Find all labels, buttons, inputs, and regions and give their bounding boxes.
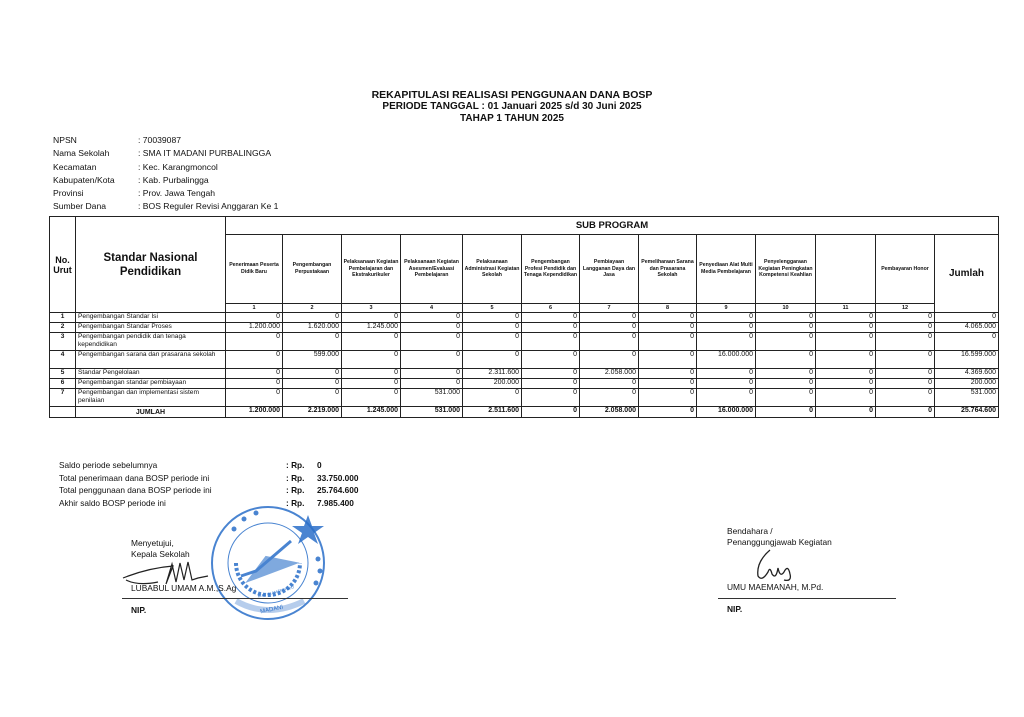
column-number: 6 (522, 304, 580, 313)
table-row (50, 333, 999, 351)
total-cell-value: 16.000.000 (697, 407, 756, 418)
cell-value: 0 (226, 389, 283, 407)
report-title: REKAPITULASI REALISASI PENGGUNAAN DANA BOSP (371, 89, 653, 101)
summary-row (59, 472, 359, 485)
cell-value: 0 (756, 379, 816, 389)
cell-value: 0 (876, 379, 935, 389)
cell-value: 0 (756, 323, 816, 333)
cell-value: 0 (756, 369, 816, 379)
school-info (53, 134, 278, 214)
column-header-8: Pemeliharaan Sarana dan Prasarana Sekolah (639, 235, 697, 304)
column-number: 7 (580, 304, 639, 313)
cell-value: 0 (639, 333, 697, 351)
cell-value: 0 (226, 313, 283, 323)
cell-value: 1.620.000 (283, 323, 342, 333)
total-cell-value: 0 (639, 407, 697, 418)
cell-value: 1.245.000 (342, 323, 401, 333)
principal-nip: NIP. (131, 605, 147, 615)
info-value: : Kab. Purbalingga (138, 174, 209, 185)
row-total: 0 (935, 333, 999, 351)
cell-value: 0 (639, 389, 697, 407)
summary-row (59, 484, 359, 497)
cell-value: 0 (697, 369, 756, 379)
info-row-regency (53, 174, 278, 187)
row-number: 4 (50, 351, 76, 369)
summary-amount: 25.764.600 (317, 485, 359, 496)
cell-value: 0 (697, 323, 756, 333)
total-cell-value: 2.511.600 (463, 407, 522, 418)
cell-value: 0 (342, 379, 401, 389)
row-total: 531.000 (935, 389, 999, 407)
treasurer-name: UMU MAEMANAH, M.Pd. (727, 582, 824, 592)
stamp-inner-text: ATAS ISLAM TERPADU (257, 585, 295, 599)
cell-value: 0 (580, 333, 639, 351)
info-value: : 70039087 (138, 135, 182, 145)
total-column-header: Jumlah (935, 235, 999, 313)
total-cell-value: 1.200.000 (226, 407, 283, 418)
treasurer-nip: NIP. (727, 604, 743, 614)
info-value: : Prov. Jawa Tengah (138, 188, 216, 199)
row-number: 1 (50, 313, 76, 323)
info-label: Sumber Dana (53, 201, 107, 212)
cell-value: 0 (463, 351, 522, 369)
info-label: Nama Sekolah (53, 148, 110, 159)
cell-value: 0 (342, 313, 401, 323)
principal-name: LUBABUL UMAM A.M.,S.Ag (131, 583, 237, 593)
row-standard: Standar Pengelolaan (76, 369, 226, 379)
cell-value: 200.000 (463, 379, 522, 389)
cell-value: 0 (342, 389, 401, 407)
column-header-7: Pembiayaan Langganan Daya dan Jasa (580, 235, 639, 304)
cell-value: 0 (226, 379, 283, 389)
cell-value: 0 (401, 323, 463, 333)
total-cell-value: 531.000 (401, 407, 463, 418)
row-number: 6 (50, 379, 76, 389)
summary-label: Akhir saldo BOSP periode ini (59, 497, 166, 508)
totals-label: JUMLAH (76, 407, 226, 418)
standard-header: Standar Nasional Pendidikan (76, 217, 226, 313)
report-stage: TAHAP 1 TAHUN 2025 (460, 113, 564, 124)
row-total: 16.599.000 (935, 351, 999, 369)
cell-value: 0 (522, 389, 580, 407)
cell-value: 0 (639, 369, 697, 379)
summary-row (59, 459, 359, 472)
info-row-district (53, 161, 278, 174)
table-row (50, 351, 999, 369)
summary-amount: 33.750.000 (317, 472, 359, 483)
cell-value: 0 (876, 333, 935, 351)
cell-value: 0 (522, 313, 580, 323)
cell-value: 0 (522, 379, 580, 389)
info-row-npsn (53, 134, 278, 147)
cell-value: 0 (463, 389, 522, 407)
cell-value: 0 (876, 351, 935, 369)
cell-value: 2.058.000 (580, 369, 639, 379)
cell-value: 0 (463, 323, 522, 333)
column-number: 10 (756, 304, 816, 313)
cell-value: 0 (816, 369, 876, 379)
cell-value: 0 (522, 333, 580, 351)
cell-value: 0 (639, 379, 697, 389)
principal-signature-block (131, 538, 190, 560)
table-row (50, 369, 999, 379)
total-cell-value: 2.219.000 (283, 407, 342, 418)
cell-value: 0 (401, 379, 463, 389)
info-label: Provinsi (53, 188, 84, 199)
info-value: : SMA IT MADANI PURBALINGGA (138, 148, 272, 159)
cell-value: 0 (522, 369, 580, 379)
recap-table (49, 216, 999, 418)
cell-value: 0 (639, 323, 697, 333)
cell-value: 0 (816, 313, 876, 323)
column-header-6: Pengembangan Profesi Pendidik dan Tenaga Kependidikan (522, 235, 580, 304)
row-standard: Pengembangan sarana dan prasarana sekolah (76, 351, 226, 369)
cell-value: 0 (463, 313, 522, 323)
row-standard: Pengembangan Standar Proses (76, 323, 226, 333)
cell-value: 0 (522, 351, 580, 369)
row-number: 2 (50, 323, 76, 333)
cell-value: 0 (876, 369, 935, 379)
cell-value: 0 (580, 379, 639, 389)
row-total: 200.000 (935, 379, 999, 389)
summary-currency: : Rp. (286, 472, 305, 483)
cell-value: 16.000.000 (697, 351, 756, 369)
row-standard: Pengembangan pendidik dan tenaga kependidikan (76, 333, 226, 351)
cell-value: 0 (756, 333, 816, 351)
cell-value: 0 (697, 379, 756, 389)
cell-value: 0 (876, 313, 935, 323)
column-number: 3 (342, 304, 401, 313)
cell-value: 0 (816, 379, 876, 389)
cell-value: 0 (639, 313, 697, 323)
cell-value: 1.200.000 (226, 323, 283, 333)
info-value: : BOS Reguler Revisi Anggaran Ke 1 (138, 201, 279, 212)
summary-label: Total penggunaan dana BOSP periode ini (59, 485, 212, 496)
cell-value: 0 (283, 389, 342, 407)
info-label: NPSN (53, 135, 77, 145)
totals-row (50, 407, 999, 418)
summary-amount: 7.985.400 (317, 497, 354, 508)
cell-value: 0 (283, 379, 342, 389)
info-label: Kabupaten/Kota (53, 174, 115, 185)
cell-value: 0 (580, 313, 639, 323)
column-number: 4 (401, 304, 463, 313)
row-total: 0 (935, 313, 999, 323)
column-number: 11 (816, 304, 876, 313)
cell-value: 0 (816, 323, 876, 333)
cell-value: 0 (283, 333, 342, 351)
row-standard: Pengembangan Standar Isi (76, 313, 226, 323)
row-number: 3 (50, 333, 76, 351)
total-cell-value: 0 (876, 407, 935, 418)
cell-value: 0 (816, 333, 876, 351)
cell-value: 2.311.600 (463, 369, 522, 379)
row-standard: Pengembangan standar pembiayaan (76, 379, 226, 389)
grand-total: 25.764.600 (935, 407, 999, 418)
principal-approval-label: Menyetujui, (131, 538, 174, 548)
cell-value: 0 (580, 323, 639, 333)
row-number: 5 (50, 369, 76, 379)
info-label: Kecamatan (53, 161, 97, 172)
cell-value: 0 (816, 351, 876, 369)
treasurer-signature-block (727, 526, 832, 548)
total-cell-value: 0 (756, 407, 816, 418)
column-header-10: Penyelenggaraan Kegiatan Peningkatan Kompetensi Keahlian (756, 235, 816, 304)
cell-value: 0 (876, 323, 935, 333)
table-row (50, 379, 999, 389)
cell-value: 0 (226, 333, 283, 351)
column-header-1: Penerimaan Peserta Didik Baru (226, 235, 283, 304)
cell-value: 0 (756, 389, 816, 407)
cell-value: 0 (342, 333, 401, 351)
treasurer-signature-icon (748, 548, 808, 582)
table-row (50, 323, 999, 333)
cell-value: 0 (580, 389, 639, 407)
no-header: No. Urut (50, 217, 76, 313)
column-header-12: Pembayaran Honor (876, 235, 935, 304)
summary-label: Total penerimaan dana BOSP periode ini (59, 472, 210, 483)
cell-value: 0 (283, 369, 342, 379)
cell-value: 0 (342, 351, 401, 369)
cell-value: 0 (756, 351, 816, 369)
table-row (50, 313, 999, 323)
column-number: 12 (876, 304, 935, 313)
column-header-9: Penyediaan Alat Multi Media Pembelajaran (697, 235, 756, 304)
treasurer-signature-line (718, 598, 896, 599)
total-cell-value: 0 (816, 407, 876, 418)
column-number: 5 (463, 304, 522, 313)
total-cell-value: 0 (522, 407, 580, 418)
cell-value: 0 (697, 313, 756, 323)
cell-value: 531.000 (401, 389, 463, 407)
cell-value: 0 (697, 389, 756, 407)
summary-currency: : Rp. (286, 460, 305, 470)
cell-value: 0 (756, 313, 816, 323)
column-header-2: Pengembangan Perpustakaan (283, 235, 342, 304)
summary-label: Saldo periode sebelumnya (59, 460, 158, 470)
cell-value: 599.000 (283, 351, 342, 369)
cell-value: 0 (401, 369, 463, 379)
cell-value: 0 (401, 313, 463, 323)
cell-value: 0 (697, 333, 756, 351)
total-cell-value: 1.245.000 (342, 407, 401, 418)
info-row-fund-source (53, 200, 278, 213)
summary-amount: 0 (317, 460, 322, 470)
treasurer-role: Penanggungjawab Kegiatan (727, 537, 832, 547)
column-number: 8 (639, 304, 697, 313)
column-header-3: Pelaksanaan Kegiatan Pembelajaran dan Ekstrakurikuler (342, 235, 401, 304)
cell-value: 0 (580, 351, 639, 369)
row-standard: Pengembangan dan implementasi sistem penilaian (76, 389, 226, 407)
principal-signature-line (122, 598, 348, 599)
cell-value: 0 (283, 313, 342, 323)
column-number: 9 (697, 304, 756, 313)
treasurer-label: Bendahara / (727, 526, 773, 536)
summary-currency: : Rp. (286, 485, 305, 496)
cell-value: 0 (226, 369, 283, 379)
cell-value: 0 (639, 351, 697, 369)
table-row (50, 389, 999, 407)
cell-value: 0 (463, 333, 522, 351)
summary-currency: : Rp. (286, 497, 305, 508)
cell-value: 0 (401, 351, 463, 369)
info-row-province (53, 187, 278, 200)
cell-value: 0 (401, 333, 463, 351)
total-cell-value: 2.058.000 (580, 407, 639, 418)
info-row-school-name (53, 147, 278, 160)
stamp-bottom-text: MADANI (259, 604, 284, 616)
row-number: 7 (50, 389, 76, 407)
column-header-5: Pelaksanaan Administrasi Kegiatan Sekolah (463, 235, 522, 304)
sub-program-header: SUB PROGRAM (226, 217, 999, 235)
column-header-4: Pelaksanaan Kegiatan Asesmen/Evaluasi Pembelajaran (401, 235, 463, 304)
principal-role: Kepala Sekolah (131, 549, 190, 559)
row-total: 4.065.000 (935, 323, 999, 333)
report-period: PERIODE TANGGAL : 01 Januari 2025 s/d 30 Juni 2025 (382, 101, 642, 112)
totals-blank (50, 407, 76, 418)
cell-value: 0 (522, 323, 580, 333)
column-header-11 (816, 235, 876, 304)
cell-value: 0 (876, 389, 935, 407)
info-value: : Kec. Karangmoncol (138, 161, 218, 172)
cell-value: 0 (816, 389, 876, 407)
column-number: 2 (283, 304, 342, 313)
cell-value: 0 (342, 369, 401, 379)
cell-value: 0 (226, 351, 283, 369)
column-number: 1 (226, 304, 283, 313)
row-total: 4.369.600 (935, 369, 999, 379)
